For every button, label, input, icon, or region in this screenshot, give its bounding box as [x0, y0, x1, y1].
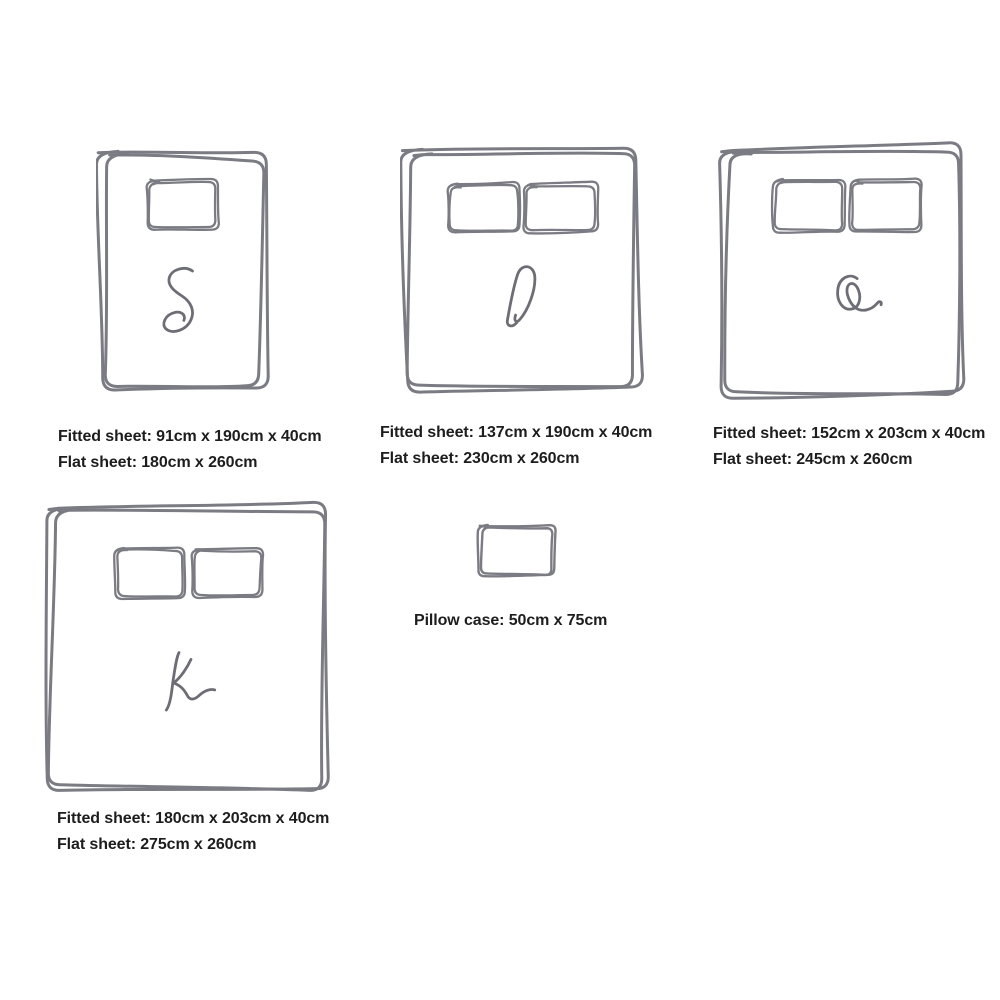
- double-bed-sketch: [400, 142, 644, 403]
- mattress-outline: [724, 149, 962, 397]
- pillow-outline: [149, 181, 216, 228]
- mattress-outline: [103, 153, 264, 388]
- single-flat-sheet-spec: Flat sheet: 180cm x 260cm: [58, 454, 258, 471]
- single-size-letter-glyph: [158, 267, 198, 332]
- pillow-outline: [194, 550, 261, 596]
- pillow-case-drawing: [474, 520, 560, 582]
- pillow-case-spec: Pillow case: 50cm x 75cm: [414, 612, 608, 629]
- pillow-case-outline: [477, 524, 556, 577]
- double-size-letter-glyph: [502, 266, 540, 326]
- double-flat-sheet-spec: Flat sheet: 230cm x 260cm: [380, 450, 580, 467]
- double-bed-drawing: [400, 142, 644, 398]
- pillow-outline: [147, 179, 219, 231]
- queen-bed-drawing: [716, 140, 968, 402]
- pillow-outline: [114, 547, 185, 599]
- pillow-outline: [852, 181, 920, 231]
- pillow-case-caption: [414, 608, 607, 634]
- king-size-letter-glyph: [161, 649, 217, 710]
- mattress-outline: [96, 149, 271, 392]
- mattress-outline: [42, 502, 331, 794]
- single-bed-sketch: [96, 146, 272, 403]
- pillow-outline: [192, 548, 264, 598]
- queen-size-caption: [713, 421, 985, 473]
- pillow-outline: [449, 184, 518, 231]
- king-bed-drawing: [42, 500, 334, 798]
- king-bed-sketch: [42, 500, 334, 803]
- double-fitted-sheet-spec: Fitted sheet: 137cm x 190cm x 40cm: [380, 424, 653, 441]
- pillow-outline: [523, 182, 599, 234]
- queen-size-letter-glyph: [836, 273, 882, 313]
- pillow-outline: [775, 181, 843, 230]
- queen-flat-sheet-spec: Flat sheet: 245cm x 260cm: [713, 451, 913, 468]
- queen-fitted-sheet-spec: Fitted sheet: 152cm x 203cm x 40cm: [713, 425, 986, 442]
- pillow-outline: [448, 182, 521, 233]
- pillow-outline: [772, 178, 846, 233]
- pillow-outline: [117, 549, 183, 597]
- double-size-caption: [380, 420, 652, 472]
- queen-bed-sketch: [716, 140, 968, 407]
- mattress-outline: [48, 508, 326, 791]
- single-fitted-sheet-spec: Fitted sheet: 91cm x 190cm x 40cm: [58, 428, 322, 445]
- pillow-case-outline: [481, 526, 552, 575]
- king-flat-sheet-spec: Flat sheet: 275cm x 260cm: [57, 836, 257, 853]
- pillow-outline: [849, 178, 923, 232]
- pillow-outline: [526, 186, 596, 231]
- king-fitted-sheet-spec: Fitted sheet: 180cm x 203cm x 40cm: [57, 810, 330, 827]
- pillow-case-sketch: [474, 520, 560, 587]
- king-size-caption: [57, 806, 329, 858]
- single-size-caption: [58, 424, 322, 476]
- single-bed-drawing: [96, 146, 272, 398]
